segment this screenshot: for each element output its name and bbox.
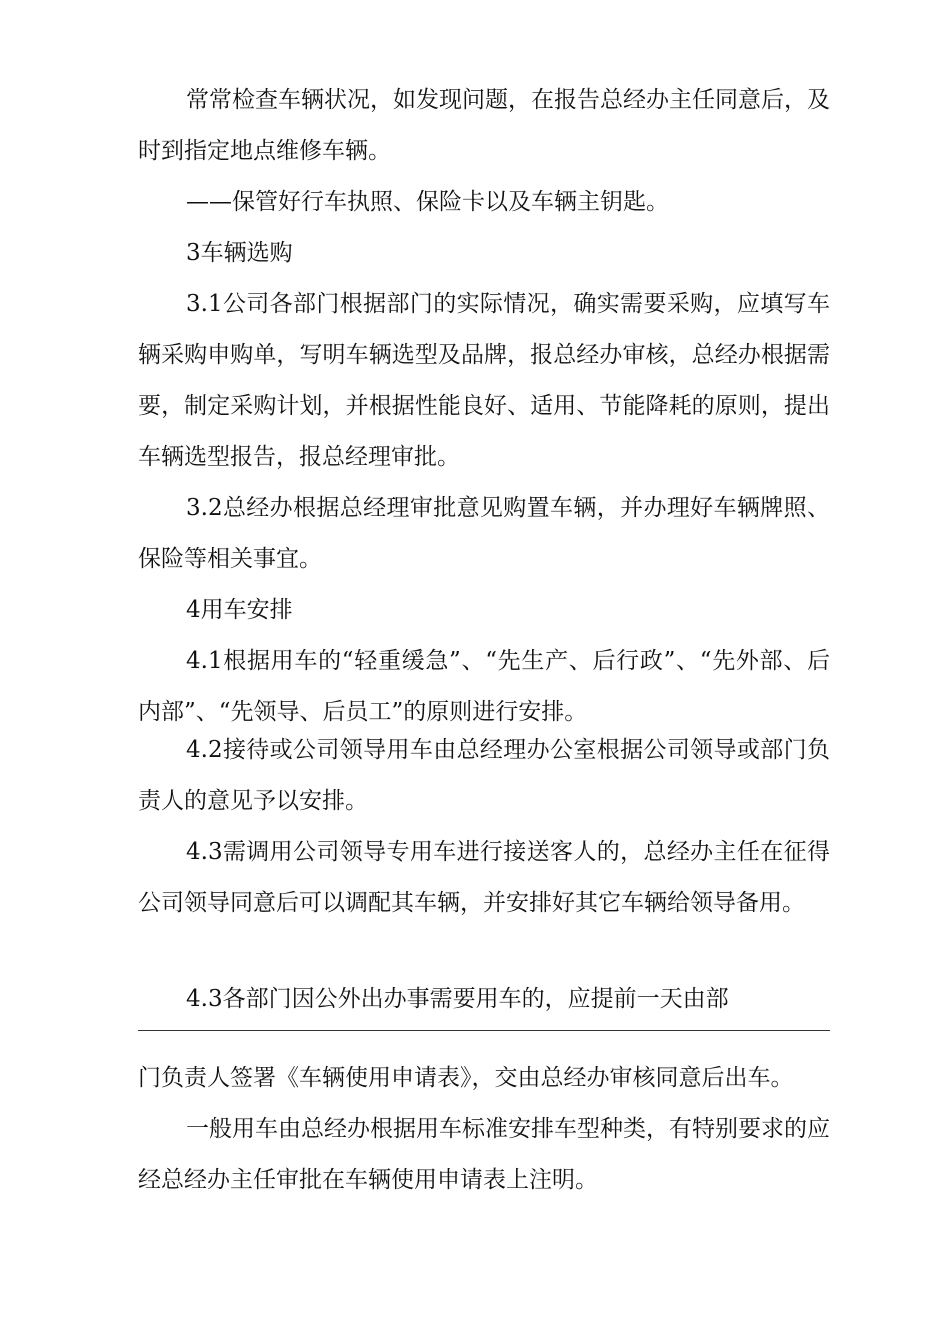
paragraph-4-2: 4.2接待或公司领导用车由总经理办公室根据公司领导或部门负责人的意见予以安排。 [138,737,830,814]
paragraph-general-use: 一般用车由总经办根据用车标准安排车型种类，有特别要求的应经总经办主任审批在车辆使用申请表上注明。 [138,1116,830,1193]
paragraph-vehicle-inspection: 常常检查车辆状况，如发现问题，在报告总经办主任同意后，及时到指定地点维修车辆。 [138,87,830,164]
paragraph-continuation: 门负责人签署《车辆使用申请表》，交由总经办审核同意后出车。 [138,1065,794,1091]
page-divider [138,1030,830,1031]
paragraph-3-1: 3.1公司各部门根据部门的实际情况，确实需要采购，应填写车辆采购申购单，写明车辆选型及品牌，报总经办审核，总经办根据需要，制定采购计划，并根据性能良好、适用、节能降耗的原则，提出车辆选型报告，报总经理审批。 [138,291,830,470]
paragraph-4-3-a: 4.3需调用公司领导专用车进行接送客人的，总经办主任在征得公司领导同意后可以调配其车辆，并安排好其它车辆给领导备用。 [138,839,830,916]
section-heading-vehicle-purchase: 3车辆选购 [186,240,293,266]
section-heading-vehicle-arrangement: 4用车安排 [186,597,293,623]
paragraph-3-2: 3.2总经办根据总经理审批意见购置车辆，并办理好车辆牌照、保险等相关事宜。 [138,495,830,572]
paragraph-4-1: 4.1根据用车的“轻重缓急”、“先生产、后行政”、“先外部、后内部”、“先领导、后员工”的原则进行安排。 [138,648,830,725]
paragraph-4-3-b: 4.3各部门因公外出办事需要用车的，应提前一天由部 [186,986,729,1012]
paragraph-keep-license: ——保管好行车执照、保险卡以及车辆主钥匙。 [186,189,669,215]
